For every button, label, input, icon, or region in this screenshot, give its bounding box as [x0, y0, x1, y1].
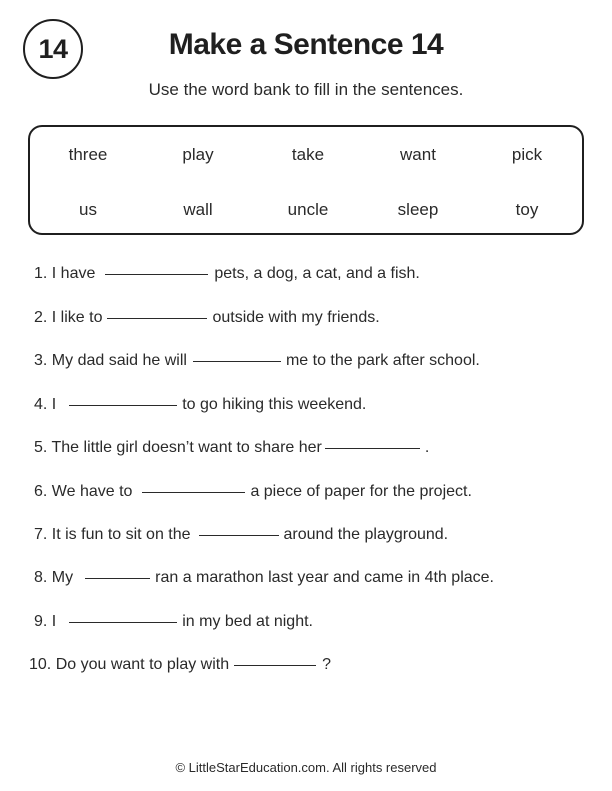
- answer-blank[interactable]: [69, 405, 177, 406]
- sentence-text-after: to go hiking this weekend.: [182, 396, 367, 413]
- bank-word: sleep: [397, 200, 439, 219]
- sentence-text-after: .: [424, 439, 430, 456]
- answer-blank[interactable]: [325, 448, 420, 449]
- sentence-text-before: 3. My dad said he will: [34, 352, 187, 369]
- sentence-text-after: pets, a dog, a cat, and a fish.: [214, 265, 420, 282]
- sentence-text-before: 4. I: [34, 396, 57, 413]
- sentence-2: [34, 309, 380, 327]
- copyright-footer: © LittleStarEducation.com. All rights reserved: [175, 760, 437, 775]
- sentence-text-before: 5. The little girl doesn’t want to share her: [34, 439, 322, 456]
- sentence-text-before: 7. It is fun to sit on the: [34, 526, 191, 543]
- sentence-1: [34, 265, 420, 283]
- bank-word: pick: [511, 145, 543, 164]
- sentence-text-before: 8. My: [34, 569, 74, 586]
- bank-word: us: [79, 200, 97, 219]
- sentence-6: [34, 483, 472, 501]
- sentence-text-after: outside with my friends.: [212, 309, 380, 326]
- sentence-text-before: 2. I like to: [34, 309, 103, 326]
- bank-word: toy: [515, 200, 539, 219]
- bank-word: three: [68, 145, 108, 164]
- sentence-text-after: ?: [322, 656, 332, 673]
- answer-blank[interactable]: [234, 665, 316, 666]
- sentence-9: [34, 613, 313, 631]
- bank-word: wall: [183, 200, 213, 219]
- bank-word: play: [182, 145, 214, 164]
- sentence-text-after: a piece of paper for the project.: [250, 483, 472, 500]
- sentence-5: [34, 439, 429, 457]
- worksheet-number: 14: [38, 33, 68, 64]
- answer-blank[interactable]: [85, 578, 150, 579]
- word-bank: [28, 125, 584, 235]
- sentence-text-before: 9. I: [34, 613, 57, 630]
- answer-blank[interactable]: [193, 361, 281, 362]
- sentence-text-before: 10. Do you want to play with: [29, 656, 230, 673]
- sentence-text-before: 6. We have to: [34, 483, 133, 500]
- instructions: Use the word bank to fill in the sentences.: [148, 80, 464, 99]
- answer-blank[interactable]: [107, 318, 207, 319]
- sentence-text-after: me to the park after school.: [285, 352, 480, 369]
- bank-word: take: [291, 145, 325, 164]
- sentence-10: [29, 656, 331, 674]
- sentence-text-before: 1. I have: [34, 265, 96, 282]
- answer-blank[interactable]: [142, 492, 245, 493]
- sentence-4: [34, 396, 366, 414]
- bank-word: want: [400, 145, 436, 164]
- sentence-3: [34, 352, 480, 370]
- sentence-7: [34, 526, 448, 544]
- sentence-text-after: in my bed at night.: [182, 613, 313, 630]
- answer-blank[interactable]: [199, 535, 279, 536]
- bank-word: uncle: [287, 200, 329, 219]
- sentence-text-after: around the playground.: [283, 526, 449, 543]
- sentence-text-after: ran a marathon last year and came in 4th place.: [155, 569, 494, 586]
- answer-blank[interactable]: [69, 622, 177, 623]
- answer-blank[interactable]: [105, 274, 208, 275]
- page-title: Make a Sentence 14: [168, 28, 444, 61]
- sentence-8: [34, 569, 494, 587]
